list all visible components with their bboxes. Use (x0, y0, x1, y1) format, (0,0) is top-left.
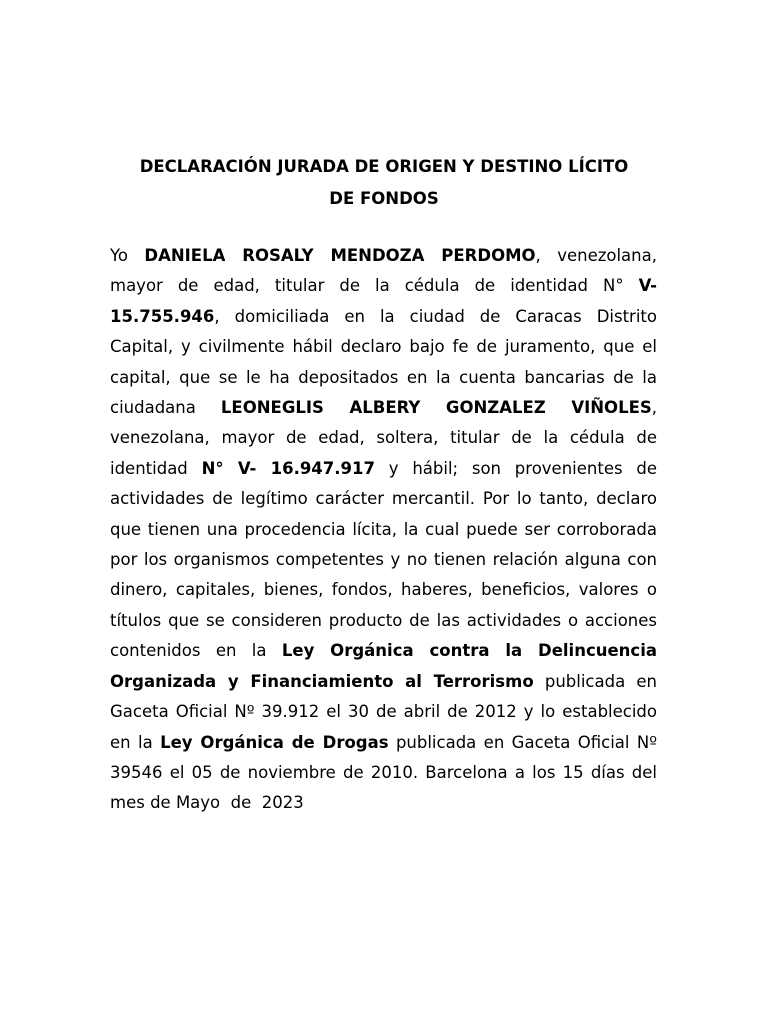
declarant-id-number: V-15.755.946 (110, 276, 657, 326)
law-reference-2: Ley Orgánica de Drogas (160, 732, 389, 752)
law-reference-1: Ley Orgánica contra la Delincuencia Organizada y Financiamiento al Terrorismo (110, 641, 657, 691)
declaration-statement-text: , domiciliada en la ciudad de Caracas Distrito Capital, y civilmente hábil declaro bajo fe de juramento, que el capital, que se le ha depositados en la cuenta bancarias de la ciudadana (110, 306, 657, 418)
beneficiary-id-number: N° V- 16.947.917 (201, 458, 375, 478)
beneficiary-name: LEONEGLIS ALBERY GONZALEZ VIÑOLES (220, 398, 652, 418)
beneficiary-details-text: , venezolana, mayor de edad, soltera, titular de la cédula de identidad (110, 398, 657, 478)
funds-origin-text: y hábil; son provenientes de actividades de legítimo carácter mercantil. Por lo tanto, declaro que tienen una procedencia lícita, la cual puede ser corroborada por los organismos competentes y no tienen relación alguna con dinero, capitales, bienes, fondos, haberes, beneficios, valores o títulos que se consideren producto de las actividades o acciones contenidos en la (110, 458, 657, 661)
intro-text: Yo (110, 246, 145, 265)
declarant-name: DANIELA ROSALY MENDOZA PERDOMO (144, 246, 536, 265)
title-line-2: DE FONDOS (329, 189, 439, 208)
declarant-details-text: , venezolana, mayor de edad, titular de la cédula de identidad N° (110, 246, 657, 296)
declaration-paragraph (110, 241, 657, 819)
document-title (110, 151, 658, 215)
gazette-reference-2-text: publicada en Gaceta Oficial Nº 39546 el 05 de noviembre de 2010. Barcelona a los 15 días del mes de (110, 732, 657, 813)
gazette-reference-1-text: publicada en Gaceta Oficial Nº 39.912 el 30 de abril de 2012 y lo establecido en la (110, 671, 657, 752)
title-line-1: DECLARACIÓN JURADA DE ORIGEN Y DESTINO LÍCITO (139, 157, 629, 176)
closing-date: Mayo de 2023 (175, 793, 304, 813)
